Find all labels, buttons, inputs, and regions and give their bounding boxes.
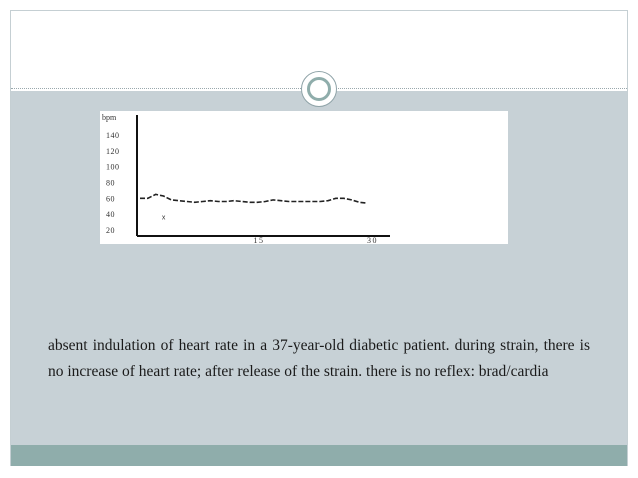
x-tick-label: 30 xyxy=(367,236,378,244)
y-tick-label: 140 xyxy=(106,131,120,140)
heart-rate-chart xyxy=(100,111,508,244)
x-tick-label: 15 xyxy=(253,236,265,244)
y-axis-label: bpm xyxy=(102,113,117,122)
chart-svg xyxy=(100,111,508,244)
y-tick-label: 20 xyxy=(106,226,115,235)
circle-ornament-inner xyxy=(307,77,331,101)
y-tick-label: 40 xyxy=(106,210,115,220)
heart-rate-trace xyxy=(140,194,367,203)
y-tick-label: 60 xyxy=(106,194,115,204)
figure-caption: absent indulation of heart rate in a 37-year-old diabetic patient. during strain, there is no increase of heart rate; after release of the strain. there is no reflex: brad/cardia xyxy=(48,337,590,380)
y-tick-label: 120 xyxy=(106,146,120,156)
chart-annotation: x xyxy=(161,214,166,222)
y-tick-label: 100 xyxy=(106,162,120,172)
footer-band xyxy=(11,445,627,466)
y-tick-label: 80 xyxy=(106,178,115,188)
circle-ornament-icon xyxy=(301,71,337,107)
